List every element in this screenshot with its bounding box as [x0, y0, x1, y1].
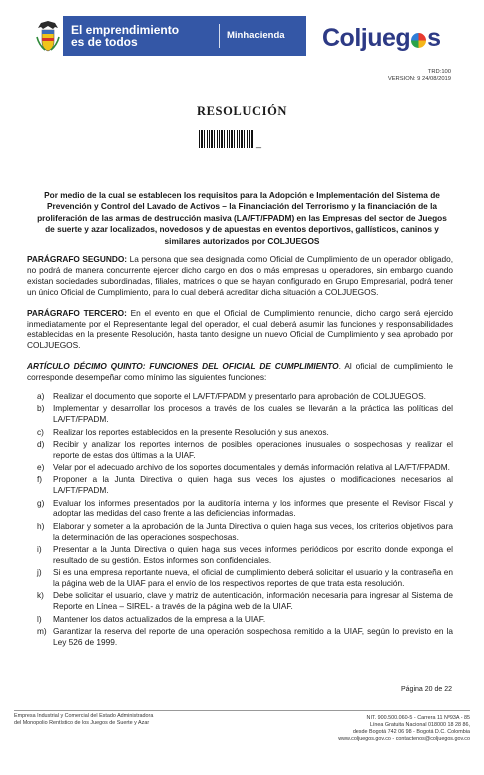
list-item-text: Mantener los datos actualizados de la empresa a la UIAF.	[53, 613, 266, 624]
list-item-text: Presentar a la Junta Directiva o quien haga sus veces informes periódicos por escrito donde exponga el resultado de su gestión. Estos informes son confidenciales.	[53, 543, 453, 565]
trd-code: TRD:100	[427, 69, 451, 75]
resolution-summary: Por medio de la cual se establecen los requisitos para la Adopción e Implementación del Sistema de Prevención y Control del Lavado de Activos – la Financiación del Terrorismo y la financiación de la proliferación de las armas de destrucción masiva (LA/FT/FPADM) en las Empresas del sector de Juegos de suerte y azar localizados, novedosos y de apuestas en eventos deportivos, gallísticos, caninos y similares autorizados por COLJUEGOS	[37, 190, 447, 246]
list-item-text: Debe solicitar el usuario, clave y matriz de autenticación, información necesaria para ingresar al Sistema de Reporte en Línea – SIREL- a través de la página web de la UIAF.	[53, 590, 453, 612]
barcode-icon	[199, 130, 253, 148]
list-item-letter: l)	[37, 613, 42, 624]
list-item	[27, 626, 453, 648]
list-item-letter: g)	[37, 497, 45, 508]
list-item-letter: m)	[37, 625, 47, 636]
coljuegos-logo	[322, 24, 441, 53]
list-item-text: Velar por el adecuado archivo de los soportes documentales y demás información relativa al LA/FT/FPADM.	[53, 462, 450, 473]
paragraph-text: La persona que sea designada como Oficial de Cumplimiento de un operador obligado, no podrá de manera concurrente ejercer dicho cargo en dos o más empresas u operadores, sin embargo cuando existan sociedades subordinadas, filiales, matrices o que se hayan configurado en Grupo Empresarial, podrá tener un único Oficial de Cumplimiento, para lo cual deberá acreditar dicha situación a COLJUEGOS.	[27, 254, 454, 297]
slogan-line-2: es de todos	[71, 35, 138, 49]
footer-left-line-1: Empresa Industrial y Comercial del Estado Administradora	[14, 713, 154, 719]
list-item	[27, 614, 453, 625]
ministry-label: Minhacienda	[227, 30, 285, 41]
list-item-letter: b)	[37, 403, 45, 414]
footer-contact-info	[338, 715, 470, 743]
list-item	[27, 462, 453, 473]
list-item	[27, 544, 453, 566]
footer-web-email[interactable]: www.coljuegos.gov.co - contactenos@coljuegos.gov.co	[338, 736, 470, 742]
list-item-letter: a)	[37, 391, 45, 402]
list-item-letter: h)	[37, 520, 45, 531]
logo-color-ball-icon	[411, 33, 426, 48]
list-item-letter: j)	[37, 567, 42, 578]
list-item	[27, 474, 453, 496]
article-heading: ARTÍCULO DÉCIMO QUINTO: FUNCIONES DEL OFICIAL DE CUMPLIMIENTO	[27, 361, 339, 372]
footer-divider	[14, 710, 470, 711]
resolution-number-barcode	[199, 128, 261, 148]
list-item-text: Garantizar la reserva del reporte de una operación sospechosa remitido a la UIAF, según lo previsto en la Ley 526 de 1999.	[53, 625, 453, 647]
list-item	[27, 391, 453, 402]
page-title: RESOLUCIÓN	[196, 104, 288, 118]
list-item-text: Recibir y analizar los reportes internos de posibles operaciones inusuales o sospechosas y realizar el reporte de estas dos últimas a la UIAF.	[53, 438, 453, 460]
list-item-letter: e)	[37, 462, 45, 473]
list-item	[27, 439, 453, 461]
list-item	[27, 567, 453, 589]
government-banner	[33, 16, 306, 56]
list-item	[27, 427, 453, 438]
list-item-letter: c)	[37, 426, 44, 437]
paragraph-tercero	[27, 308, 453, 352]
list-item-letter: i)	[37, 543, 42, 554]
page-number: Página 20 de 22	[401, 686, 452, 693]
list-item	[27, 590, 453, 612]
document-body	[27, 254, 453, 649]
banner-divider	[219, 24, 220, 48]
page-header	[0, 0, 484, 66]
list-item	[27, 521, 453, 543]
article-decimo-quinto	[27, 361, 453, 383]
logo-text-part-1: Coljueg	[322, 24, 411, 52]
government-slogan	[63, 24, 213, 48]
barcode-suffix: _	[256, 138, 262, 148]
slogan-line-1: El emprendimiento	[71, 23, 180, 37]
list-item-text: Realizar el documento que soporte el LA/FT/FPADM y presentarlo para aprobación de COLJUEGOS.	[53, 391, 426, 402]
list-item	[27, 498, 453, 520]
footer-phone: desde Bogotá 742 06 98 - Bogotá D.C. Colombia	[352, 729, 470, 735]
footer-address: NIT. 900.500.060-5 - Carrera 11 Nº93A - 85	[366, 715, 470, 721]
footer-toll-free-line: Línea Gratuita Nacional 018000 18 28 86,	[369, 722, 470, 728]
document-version-info	[388, 69, 451, 83]
list-item-text: Elaborar y someter a la aprobación de la Junta Directiva o quien haga sus veces, los criterios objetivos para la determinación de las operaciones sospechosas.	[53, 520, 453, 542]
list-item-text: Si es una empresa reportante nueva, el oficial de cumplimiento deberá solicitar el usuario y la contraseña en la página web de la UIAF para el envío de los respectivos reportes de que trata esta resolución.	[53, 567, 453, 589]
list-item-letter: f)	[37, 474, 43, 485]
list-item-text: Implementar y desarrollar los procesos a través de los cuales se llevarán a la práctica las políticas del LA/FT/FPADM.	[53, 403, 453, 425]
paragraph-heading: PARÁGRAFO SEGUNDO:	[27, 254, 128, 264]
government-slogan-banner	[63, 16, 306, 56]
footer-entity-info	[14, 713, 153, 727]
paragraph-heading: PARÁGRAFO TERCERO:	[27, 307, 127, 318]
list-item-text: Proponer a la Junta Directiva o quien haga sus veces los ajustes o modificaciones necesarios al LA/FT/FPADM.	[53, 474, 453, 496]
footer-left-line-2: del Monopolio Rentístico de los Juegos de Suerte y Azar	[14, 720, 150, 726]
paragraph-segundo	[27, 254, 453, 298]
list-item	[27, 403, 453, 425]
list-item-text: Evaluar los informes presentados por la auditoría interna y los informes que presente el Revisor Fiscal y adoptar las medidas del caso frente a las deficiencias informadas.	[53, 497, 453, 519]
functions-list	[27, 391, 453, 648]
list-item-letter: d)	[37, 438, 45, 449]
paragraph-text: En el evento en que el Oficial de Cumplimiento renuncie, dicho cargo será ejercido inmediatamente por el Representante legal del operador, el cual deberá asumir las funciones y responsabilidades establecidas en la presente Resolución, hasta tanto designe un nuevo Oficial de Cumplimiento y sea aprobado por COLJUEGOS.	[27, 307, 453, 351]
article-text: . Al oficial de cumplimiento le corresponde desempeñar como mínimo las siguientes funciones:	[27, 361, 453, 383]
list-item-letter: k)	[37, 590, 44, 601]
list-item-text: Realizar los reportes establecidos en la presente Resolución y sus anexos.	[53, 426, 329, 437]
colombia-coat-of-arms-icon	[33, 16, 63, 56]
logo-text-part-2: s	[427, 24, 441, 52]
version-label: VERSION: 9 24/08/2019	[387, 76, 451, 82]
